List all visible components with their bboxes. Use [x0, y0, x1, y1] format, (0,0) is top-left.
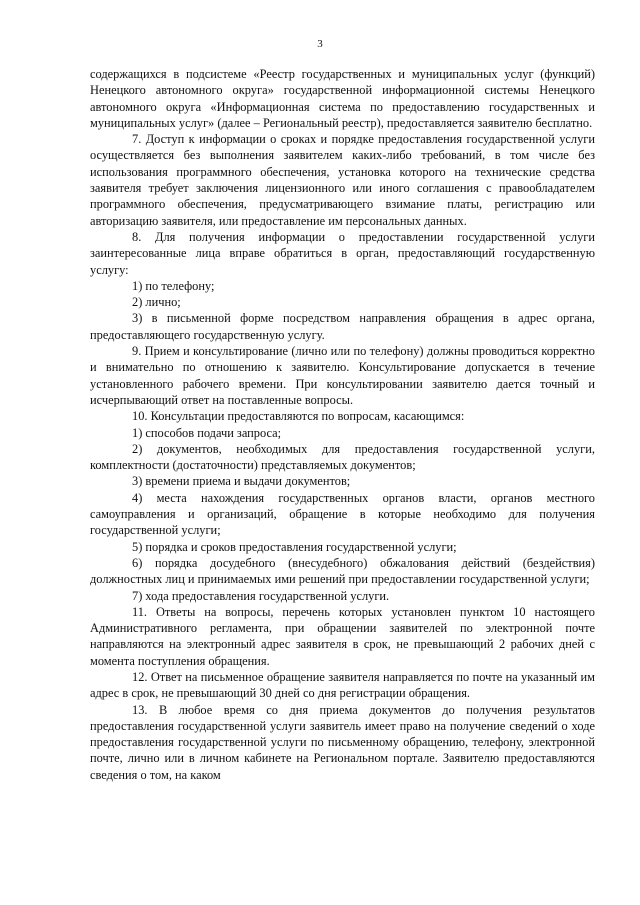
paragraph: 1) способов подачи запроса; [132, 425, 282, 440]
paragraph: 10. Консультации предоставляются по вопросам, касающимся: [132, 409, 465, 424]
paragraph: 13. В любое время со дня приема документов до получения результатов предоставления государственной услуги заявитель имеет право на получение сведений о ходе предоставления государственной услуги по письменному обращению, телефону, электронной почте, лично или в личном кабинете на Региональном портале. Заявителю предоставляются сведения о том, на каком [90, 702, 595, 782]
paragraph: 3) в письменной форме посредством направления обращения в адрес органа, предоставляющего государственную услугу. [90, 311, 595, 342]
paragraph: 12. Ответ на письменное обращение заявителя направляется по почте на указанный им адрес в срок, не превышающий 30 дней со дня регистрации обращения. [90, 669, 595, 701]
paragraph: 7) хода предоставления государственной услуги. [132, 588, 390, 603]
page-number: 3 [317, 38, 323, 50]
document-body [90, 66, 595, 783]
paragraph: 2) лично; [132, 295, 181, 310]
paragraph: 3) времени приема и выдачи документов; [132, 474, 351, 489]
paragraph: 8. Для получения информации о предоставлении государственной услуги заинтересованные лица вправе обратиться в орган, предоставляющий государственную услугу: [90, 229, 595, 277]
paragraph: 4) места нахождения государственных органов власти, органов местного самоуправления и организаций, обращение в которые необходимо для получения государственной услуги; [90, 490, 595, 538]
paragraph: 6) порядка досудебного (внесудебного) обжалования действий (бездействия) должностных лиц и принимаемых ими решений при предоставлении государственной услуги; [90, 555, 595, 587]
paragraph: 5) порядка и сроков предоставления государственной услуги; [132, 539, 457, 554]
paragraph: 7. Доступ к информации о сроках и порядке предоставления государственной услуги осуществляется без выполнения заявителем каких-либо требований, в том числе без использования программного обеспечения, установка которого на технические средства заявителя требует заключения лицензионного или иного соглашения с правообладателем программного обеспечения, предусматривающего взимание платы, регистрацию или авторизацию заявителя, или предоставление им персональных данных. [90, 132, 595, 228]
paragraph: содержащихся в подсистеме «Реестр государственных и муниципальных услуг (функций) Ненецкого автономного округа» государственной информационной системы Ненецкого автономного округа «Информационная система по предоставлению государственных и муниципальных услуг» (далее – Региональный реестр), предоставляется заявителю бесплатно. [90, 67, 595, 130]
paragraph: 2) документов, необходимых для предоставления государственной услуги, комплектности (достаточности) представляемых документов; [90, 441, 595, 473]
paragraph: 11. Ответы на вопросы, перечень которых установлен пунктом 10 настоящего Административного регламента, при обращении заявителей по электронной почте направляются на электронный адрес заявителя в срок, не превышающий 2 рабочих дней с момента поступления обращения. [90, 604, 595, 668]
paragraph: 9. Прием и консультирование (лично или по телефону) должны проводиться корректно и внимательно по отношению к заявителю. Консультирование допускается в течение установленного рабочего времени. При консультировании заявителю дается точный и исчерпывающий ответ на поставленные вопросы. [90, 344, 595, 407]
paragraph: 1) по телефону; [132, 278, 215, 293]
